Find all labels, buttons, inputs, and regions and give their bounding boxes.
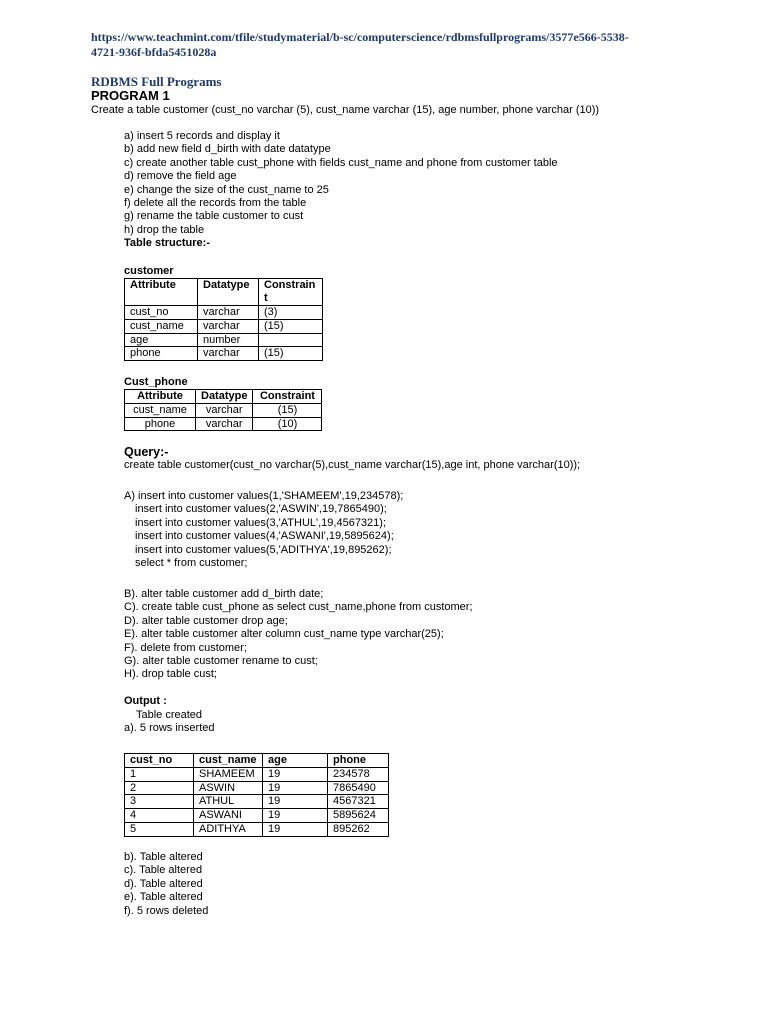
table-cell: 5895624	[328, 809, 389, 823]
column-header: Constraint	[253, 390, 322, 404]
table-cell: cust_name	[125, 319, 198, 333]
table-cell: phone	[125, 417, 196, 431]
query-line: H). drop table cust;	[124, 668, 217, 681]
table-cell: 3	[125, 795, 194, 809]
create-table-query: create table customer(cust_no varchar(5),cust_name varchar(15),age int, phone varchar(10));	[124, 459, 581, 471]
table-row	[125, 347, 323, 361]
table-header-row	[125, 279, 323, 306]
source-url-line-2[interactable]: 4721-936f-bfda5451028a	[91, 45, 217, 59]
doc-subtitle: RDBMS Full Programs	[91, 74, 222, 89]
table-cell: 234578	[328, 767, 389, 781]
table-cell: 1	[125, 767, 194, 781]
table-row	[125, 822, 389, 836]
table-cell: varchar	[196, 403, 253, 417]
table-cell: 4567321	[328, 795, 389, 809]
query-line: B). alter table customer add d_birth date;	[124, 588, 324, 600]
output-line: c). Table altered	[124, 864, 203, 877]
table-row	[125, 306, 323, 320]
output-line: e). Table altered	[124, 891, 203, 904]
program-title: PROGRAM 1	[91, 88, 170, 103]
table-cell: 19	[263, 767, 328, 781]
query-line: D). alter table customer drop age;	[124, 614, 288, 627]
table-cell: 2	[125, 781, 194, 795]
table-structure-heading: Table structure:-	[124, 237, 210, 250]
table-cell: varchar	[198, 347, 259, 361]
table-cell: varchar	[198, 319, 259, 333]
output-line: Table created	[136, 709, 203, 721]
query-line: insert into customer values(5,'ADITHYA',19,895262);	[135, 543, 392, 556]
query-line: select * from customer;	[135, 557, 248, 570]
cust-phone-structure-table	[124, 389, 322, 431]
subtask-list	[124, 130, 558, 251]
column-header: Datatype	[198, 279, 259, 306]
query-line: F). delete from customer;	[124, 641, 247, 654]
column-header: phone	[328, 754, 389, 768]
column-header: age	[263, 754, 328, 768]
customer-structure-table	[124, 278, 323, 361]
alter-query-block	[124, 588, 473, 682]
table-row	[125, 319, 323, 333]
table-cell: varchar	[198, 306, 259, 320]
query-line: C). create table cust_phone as select cust_name,phone from customer;	[124, 601, 473, 614]
table-cell	[259, 333, 323, 347]
customer-table-caption: customer	[124, 265, 174, 277]
table-cell: (15)	[259, 347, 323, 361]
query-line: A) insert into customer values(1,'SHAMEEM',19,234578);	[124, 490, 404, 502]
table-row	[125, 809, 389, 823]
table-cell: phone	[125, 347, 198, 361]
table-cell: (15)	[259, 319, 323, 333]
table-cell: ASWANI	[194, 809, 263, 823]
output-customer-table	[124, 753, 389, 837]
table-row	[125, 781, 389, 795]
output-line: d). Table altered	[124, 877, 203, 890]
table-cell: (3)	[259, 306, 323, 320]
table-cell: cust_no	[125, 306, 198, 320]
column-header: Constrain t	[259, 279, 323, 306]
table-cell: 19	[263, 822, 328, 836]
query-line: G). alter table customer rename to cust;	[124, 655, 318, 668]
output-line: a). 5 rows inserted	[124, 722, 215, 734]
table-cell: 895262	[328, 822, 389, 836]
table-cell: ASWIN	[194, 781, 263, 795]
table-cell: number	[198, 333, 259, 347]
output-line: f). 5 rows deleted	[124, 904, 209, 917]
subtask-item: h) drop the table	[124, 223, 205, 236]
table-cell: varchar	[196, 417, 253, 431]
subtask-item: d) remove the field age	[124, 170, 237, 183]
insert-query-block	[124, 490, 403, 570]
table-header-row	[125, 754, 389, 768]
table-row	[125, 767, 389, 781]
cust-phone-table-caption: Cust_phone	[124, 376, 188, 388]
table-row	[125, 795, 389, 809]
table-cell: age	[125, 333, 198, 347]
table-cell: 7865490	[328, 781, 389, 795]
table-cell: ATHUL	[194, 795, 263, 809]
table-cell: SHAMEEM	[194, 767, 263, 781]
table-row	[125, 417, 322, 431]
table-cell: cust_name	[125, 403, 196, 417]
query-line: insert into customer values(3,'ATHUL',19,4567321);	[135, 516, 387, 529]
subtask-item: e) change the size of the cust_name to 25	[124, 183, 329, 196]
query-line: insert into customer values(2,'ASWIN',19,7865490);	[135, 503, 387, 516]
column-header: cust_name	[194, 754, 263, 768]
subtask-item: f) delete all the records from the table	[124, 197, 307, 210]
output-heading: Output :	[124, 695, 167, 707]
output-after-block	[124, 851, 208, 918]
column-header: cust_no	[125, 754, 194, 768]
program-task: Create a table customer (cust_no varchar (5), cust_name varchar (15), age number, phone varchar (10))	[91, 104, 600, 116]
table-row	[125, 333, 323, 347]
table-cell: (10)	[253, 417, 322, 431]
table-header-row	[125, 390, 322, 404]
query-heading: Query:-	[124, 445, 169, 459]
source-url-line-1[interactable]: https://www.teachmint.com/tfile/studymaterial/b-sc/computerscience/rdbmsfullprograms/3577e566-5538-	[91, 30, 629, 44]
column-header: Attribute	[125, 279, 198, 306]
subtask-item: b) add new field d_birth with date datatype	[124, 143, 331, 156]
subtask-item: g) rename the table customer to cust	[124, 210, 304, 223]
subtask-item: a) insert 5 records and display it	[124, 130, 280, 142]
query-line: insert into customer values(4,'ASWANI',19,5895624);	[135, 530, 394, 543]
table-cell: 19	[263, 781, 328, 795]
table-cell: 19	[263, 809, 328, 823]
subtask-item: c) create another table cust_phone with fields cust_name and phone from customer table	[124, 156, 558, 169]
query-line: E). alter table customer alter column cust_name type varchar(25);	[124, 628, 444, 641]
output-line: b). Table altered	[124, 851, 203, 863]
table-cell: ADITHYA	[194, 822, 263, 836]
table-cell: (15)	[253, 403, 322, 417]
table-cell: 4	[125, 809, 194, 823]
table-cell: 5	[125, 822, 194, 836]
table-row	[125, 403, 322, 417]
column-header: Attribute	[125, 390, 196, 404]
table-cell: 19	[263, 795, 328, 809]
column-header: Datatype	[196, 390, 253, 404]
